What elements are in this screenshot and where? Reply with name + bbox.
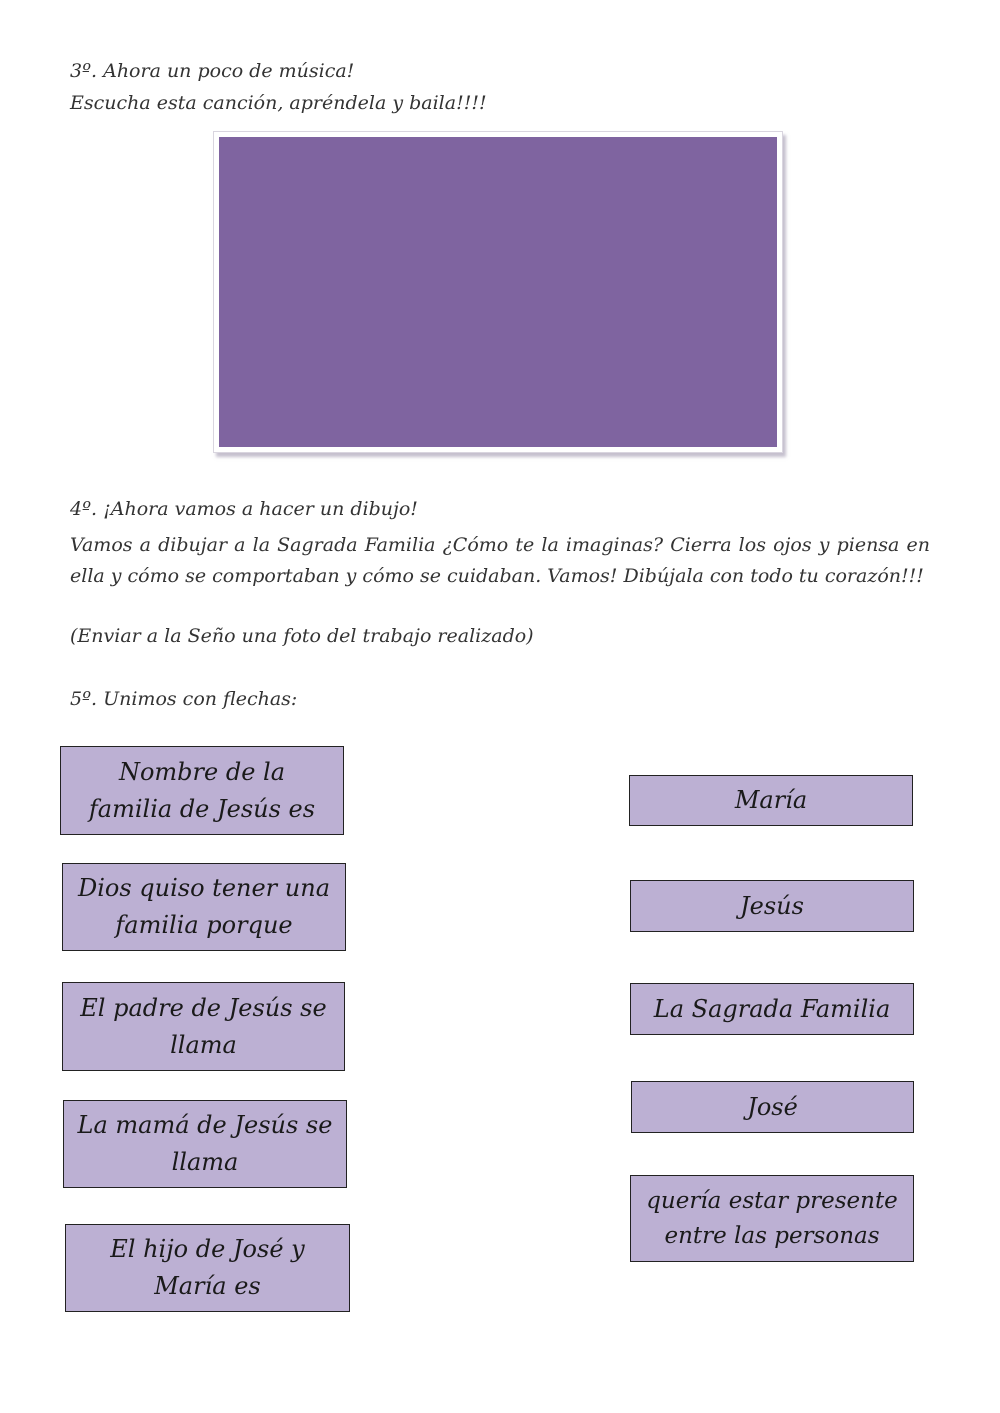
section-4-body: Vamos a dibujar a la Sagrada Familia ¿Cómo te la imaginas? Cierra los ojos y piensa en ella y cómo se comportaban y cómo se cuidaban. Vamos! Dibújala con todo tu corazón!!! xyxy=(70,534,930,587)
right-card-2[interactable] xyxy=(630,880,914,932)
right-card-5[interactable] xyxy=(630,1175,914,1262)
left-card-2[interactable] xyxy=(62,863,346,951)
left-card-text: El padre de Jesús se llama xyxy=(80,993,327,1059)
left-card-text: La mamá de Jesús se llama xyxy=(77,1111,333,1176)
left-card-4[interactable] xyxy=(63,1100,347,1188)
left-card-5[interactable] xyxy=(65,1224,350,1312)
left-card-3[interactable] xyxy=(62,982,345,1071)
left-card-1[interactable] xyxy=(60,746,344,835)
right-card-text: La Sagrada Familia xyxy=(653,994,891,1023)
left-card-text: El hijo de José y María es xyxy=(110,1235,305,1300)
section-3-title: 3º. Ahora un poco de música! xyxy=(70,60,355,82)
right-card-4[interactable] xyxy=(631,1081,914,1133)
left-card-text: Dios quiso tener una familia porque xyxy=(77,874,331,939)
right-card-text: Jesús xyxy=(740,891,804,920)
right-card-text: quería estar presente entre las personas xyxy=(646,1187,898,1249)
section-5-title: 5º. Unimos con flechas: xyxy=(70,688,298,710)
right-card-text: José xyxy=(747,1092,798,1121)
right-card-1[interactable] xyxy=(629,775,913,826)
video-embed xyxy=(213,131,783,453)
section-3-instruction: Escucha esta canción, apréndela y baila!!!! xyxy=(70,92,487,114)
right-card-text: María xyxy=(734,786,808,814)
video-player[interactable] xyxy=(219,137,777,447)
left-card-text: Nombre de la familia de Jesús es xyxy=(88,757,316,823)
section-4-note: (Enviar a la Seño una foto del trabajo realizado) xyxy=(70,625,534,647)
section-4-title: 4º. ¡Ahora vamos a hacer un dibujo! xyxy=(70,498,418,520)
right-card-3[interactable] xyxy=(630,983,914,1035)
